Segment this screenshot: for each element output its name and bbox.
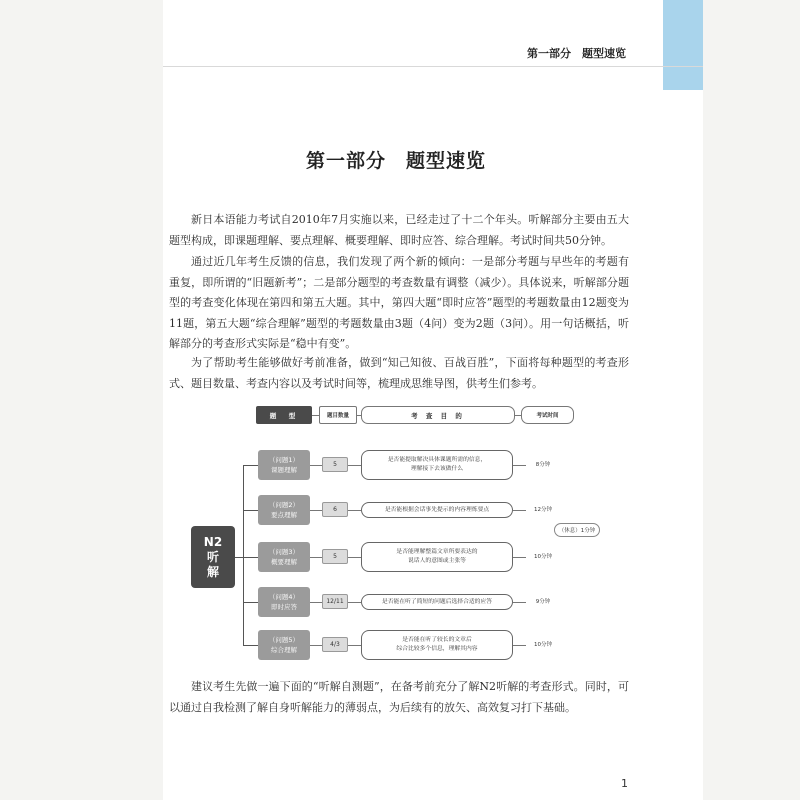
paragraph-3: 为了帮助考生能够做好考前准备，做到“知己知彼、百战百胜”，下面将每种题型的考查形式、题目数量、考查内容以及考试时间等，梳理成思维导图，供考生们参考。 [169,356,629,390]
page-number: 1 [621,777,628,790]
question-type-box [258,495,310,525]
question-count: 5 [322,457,348,472]
mindmap-row-5 [256,630,586,660]
purpose-box [361,542,513,572]
question-type-name: 课题理解 [271,466,297,474]
header-connector [312,415,319,416]
running-head: 第一部分 题型速览 [527,47,626,60]
question-count: 12/11 [322,594,348,609]
question-type-box [258,587,310,617]
mindmap-row-1 [256,450,586,480]
header-rule [163,66,703,67]
question-number: （问题5） [268,636,300,644]
row-connector [310,645,322,646]
page-title: 第一部分 题型速览 [305,150,486,172]
row-connector [348,645,361,646]
row-connector [348,557,361,558]
question-number: （问题2） [268,501,300,509]
exam-time: 10分钟 [534,642,552,648]
header-time: 考试时间 [521,406,574,424]
question-type-box [258,630,310,660]
mindmap-row-3 [256,542,586,572]
purpose-text: 是否能根据会话事先提示的内容理炼要点 [384,506,490,513]
purpose-box [361,502,513,518]
mindmap-row-4 [256,587,586,617]
branch-trunk [243,465,244,645]
question-count: 4/3 [322,637,348,652]
question-count: 5 [322,549,348,564]
question-number: （问题4） [268,593,300,601]
purpose-text: 综合比较多个信息，理解其内容 [396,646,478,652]
question-type-name: 概要理解 [271,558,297,566]
purpose-text: 是否能提取解决具体课题所需的信息， [387,457,487,463]
row-connector [310,602,322,603]
purpose-box [361,450,513,480]
purpose-text: 说话人的意图或主张等 [408,558,466,564]
chapter-tab [663,0,703,90]
mind-map [186,402,606,667]
purpose-text: 是否能理解整篇文章所要表达的 [396,549,478,555]
row-connector [310,557,322,558]
mindmap-row-2 [256,495,586,525]
exam-time: 8分钟 [535,462,551,468]
center-connector [235,557,243,558]
exam-time: 10分钟 [534,554,552,560]
header-purpose: 考 查 目 的 [361,406,515,424]
purpose-text: 是否能在听了较长的文章后 [402,637,472,643]
header-count: 题目数量 [319,406,357,424]
center-label-2: 听 [206,549,219,564]
purpose-text: 理解接下去该做什么 [410,466,464,472]
exam-time: 9分钟 [535,599,551,605]
paragraph-2: 通过近几年考生反馈的信息，我们发现了两个新的倾向：一是部分考题与早些年的考题有重复，即所谓的“旧题新考”；二是部分题型的考查数量有调整（减少）。具体说来，听解部分题型的考查变化体现在第四和第五大题。其中，第四大题“即时应答”题型的考题数量由12题变为11题，第五大题“综合理解”题型的考题数量由3题（4问）变为2题（3问）。用一句话概括，听解部分的考查形式实际是“稳中有变”。 [169,255,629,350]
row-connector [348,510,361,511]
center-label-1: N2 [203,534,223,549]
purpose-box [361,594,513,610]
purpose-box [361,630,513,660]
paragraph-4: 建议考生先做一遍下面的“听解自测题”，在备考前充分了解N2听解的考查形式。同时，可以通过自我检测了解自身听解能力的薄弱点，为后续有的放矢、高效复习打下基础。 [169,680,629,714]
question-type-name: 即时应答 [271,603,297,611]
question-type-name: 综合理解 [271,646,297,654]
question-number: （问题1） [268,456,300,464]
header-type: 题 型 [256,406,312,424]
row-connector [310,510,322,511]
row-connector [348,602,361,603]
exam-time: 12分钟 [534,507,552,513]
rest-badge: （休息）1分钟 [554,523,600,537]
question-number: （问题3） [268,548,300,556]
question-type-box [258,450,310,480]
row-connector [348,465,361,466]
question-count: 6 [322,502,348,517]
purpose-text: 是否能在听了简短的问题后选择合适的应答 [381,598,493,605]
center-label-3: 解 [206,564,219,579]
paragraph-1: 新日本语能力考试自2010年7月实施以来，已经走过了十二个年头。听解部分主要由五大题型构成，即课题理解、要点理解、概要理解、即时应答、综合理解。考试时间共50分钟。 [169,213,629,247]
question-type-name: 要点理解 [271,511,297,519]
row-connector [310,465,322,466]
question-type-box [258,542,310,572]
center-node [191,526,235,588]
